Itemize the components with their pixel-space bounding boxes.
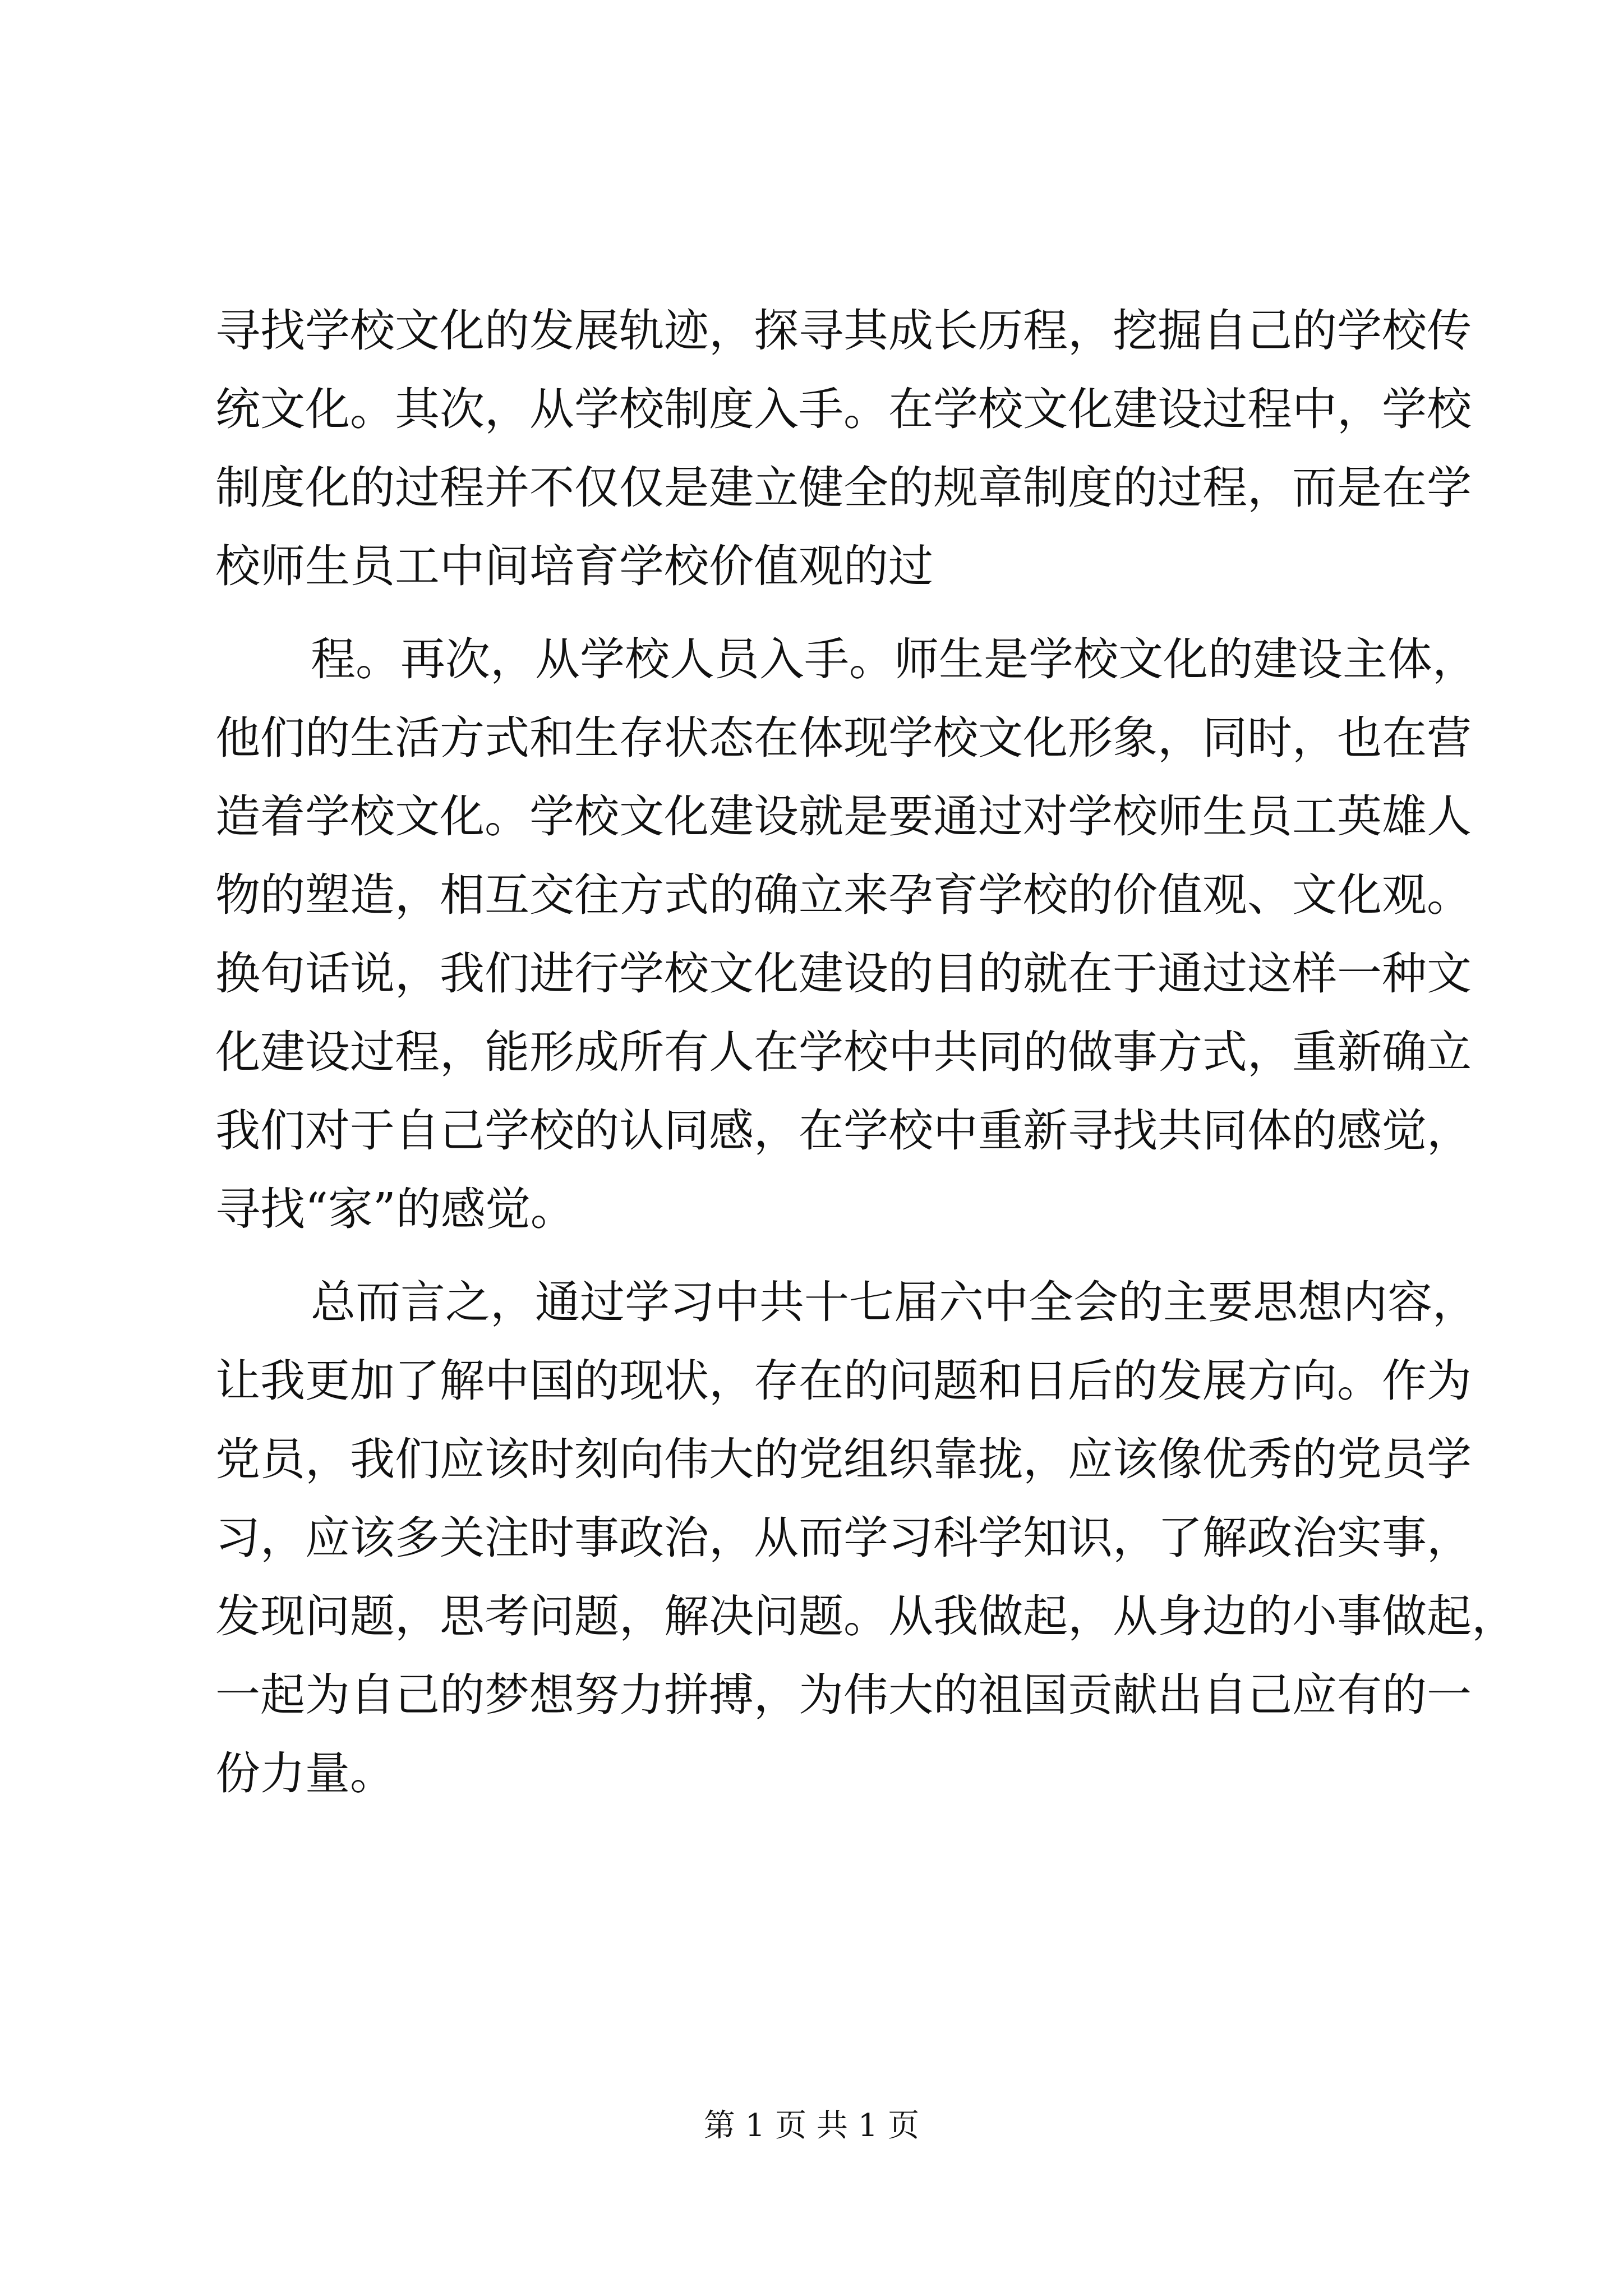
paragraph-line: 物的塑造，相互交往方式的确立来孕育学校的价值观、文化观。 <box>215 869 1472 921</box>
paragraph-line: 总而言之，通过学习中共十七届六中全会的主要思想内容， <box>311 1276 1477 1328</box>
page-footer: 第 1 页 共 1 页 <box>703 2108 920 2144</box>
paragraph-line: 统文化。其次，从学校制度入手。在学校文化建设过程中，学校 <box>215 383 1472 435</box>
paragraph-line: 寻找学校文化的发展轨迹，探寻其成长历程，挖掘自己的学校传 <box>215 305 1472 357</box>
paragraph-line: 让我更加了解中国的现状，存在的问题和日后的发展方向。作为 <box>215 1355 1472 1407</box>
paragraph-line: 我们对于自己学校的认同感，在学校中重新寻找共同体的感觉， <box>215 1105 1472 1157</box>
paragraph-line: 一起为自己的梦想努力拼搏，为伟大的祖国贡献出自己应有的一 <box>215 1669 1472 1721</box>
paragraph-gap <box>215 606 1421 620</box>
paragraph-line: 发现问题，思考问题，解决问题。从我做起，从身边的小事做起， <box>215 1590 1516 1642</box>
document-body <box>215 292 1516 1813</box>
paragraph-gap <box>215 1249 1421 1263</box>
paragraph-line: 寻找“家”的感觉。 <box>215 1183 575 1235</box>
paragraph-line: 化建设过程，能形成所有人在学校中共同的做事方式，重新确立 <box>215 1026 1472 1078</box>
paragraph-3 <box>215 1263 1516 1813</box>
paragraph-2 <box>215 620 1477 1249</box>
paragraph-line: 份力量。 <box>215 1747 395 1800</box>
paragraph-line: 造着学校文化。学校文化建设就是要通过对学校师生员工英雄人 <box>215 790 1472 843</box>
paragraph-line: 他们的生活方式和生存状态在体现学校文化形象，同时，也在营 <box>215 712 1472 764</box>
paragraph-line: 党员，我们应该时刻向伟大的党组织靠拢，应该像优秀的党员学 <box>215 1433 1472 1485</box>
paragraph-line: 校师生员工中间培育学校价值观的过 <box>215 540 933 592</box>
paragraph-1 <box>215 292 1472 606</box>
paragraph-line: 程。再次，从学校人员入手。师生是学校文化的建设主体， <box>311 633 1477 685</box>
paragraph-line: 习，应该多关注时事政治，从而学习科学知识，了解政治实事， <box>215 1512 1472 1564</box>
paragraph-line: 制度化的过程并不仅仅是建立健全的规章制度的过程，而是在学 <box>215 462 1472 514</box>
paragraph-line: 换句话说，我们进行学校文化建设的目的就在于通过这样一种文 <box>215 947 1472 1000</box>
